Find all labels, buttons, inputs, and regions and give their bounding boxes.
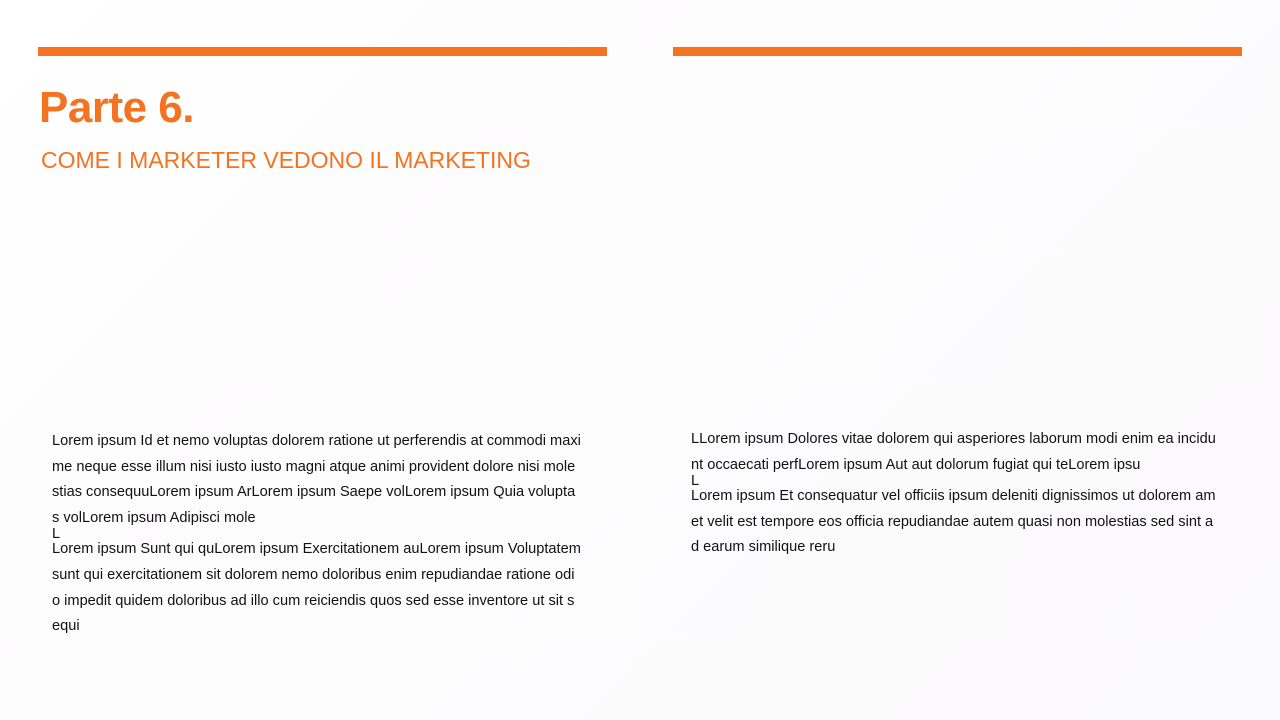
right-separator: L	[691, 473, 700, 490]
right-text-block	[691, 427, 1221, 561]
left-separator: L	[52, 526, 61, 543]
left-paragraph-1: Lorem ipsum Id et nemo voluptas dolorem ratione ut perferendis at commodi maxime neque esse illum nisi iusto iusto magni atque animi provident dolore nisi molestias consequuLorem ipsum ArLorem ipsum Saepe volLorem ipsum Quia voluptas volLorem ipsum Adipisci mole	[52, 433, 581, 526]
right-paragraph-1: LLorem ipsum Dolores vitae dolorem qui asperiores laborum modi enim ea incidunt occaecati perfLorem ipsum Aut aut dolorum fugiat qui teLorem ipsu	[691, 431, 1216, 473]
slide-title: Parte 6.	[39, 83, 194, 132]
accent-bar-left	[38, 47, 607, 56]
left-text-block	[52, 429, 582, 640]
slide-subtitle: COME I MARKETER VEDONO IL MARKETING	[41, 147, 531, 173]
accent-bar-right	[673, 47, 1242, 56]
right-paragraph-2: Lorem ipsum Et consequatur vel officiis ipsum deleniti dignissimos ut dolorem amet velit est tempore eos officia repudiandae autem quasi non molestias sed sint ad earum similique reru	[691, 488, 1216, 556]
left-paragraph-2: Lorem ipsum Sunt qui quLorem ipsum Exercitationem auLorem ipsum Voluptatem sunt qui exercitationem sit dolorem nemo doloribus enim repudiandae ratione odio impedit quidem doloribus ad illo cum reiciendis quos sed esse inventore ut sit sequi	[52, 541, 581, 635]
